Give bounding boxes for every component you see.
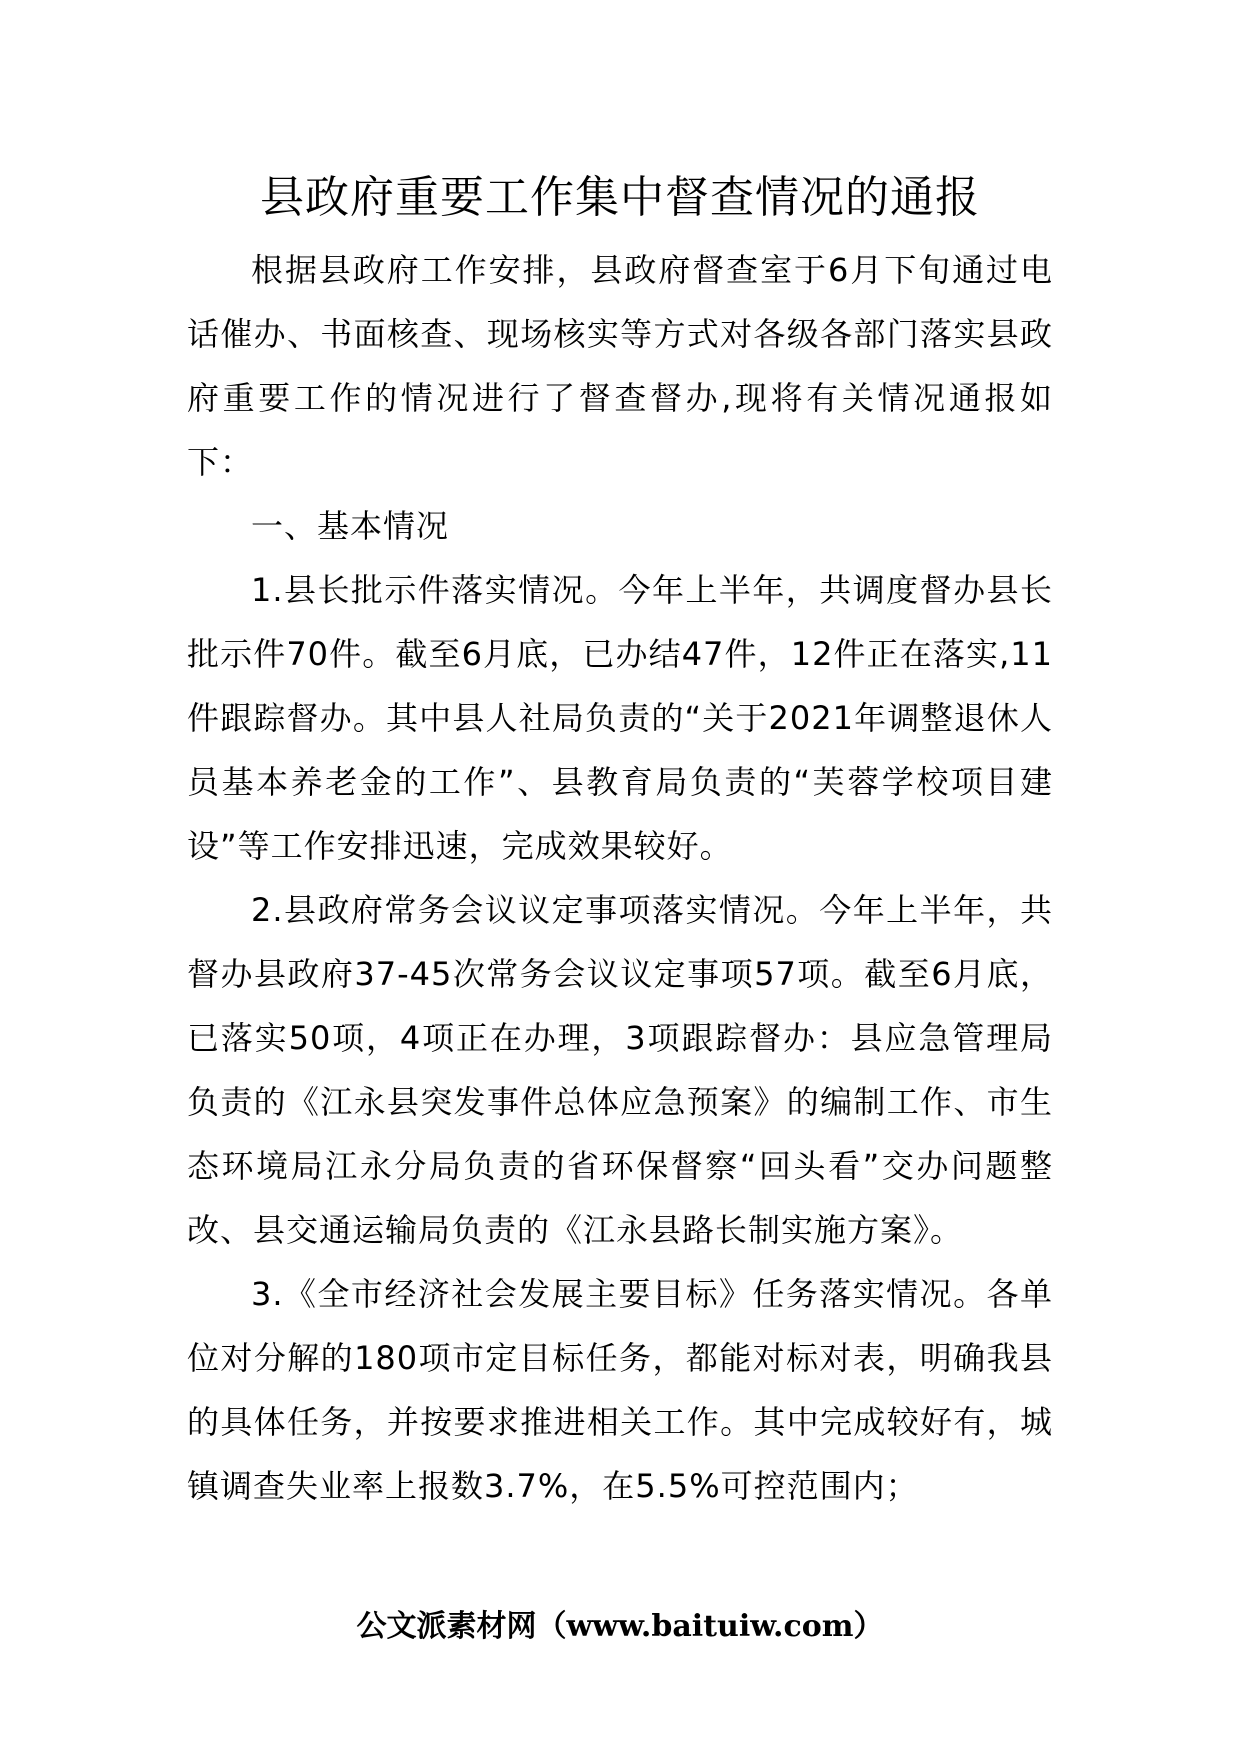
document-title: 县政府重要工作集中督查情况的通报 [260, 172, 980, 223]
paragraph-item-2: 2.县政府常务会议议定事项落实情况。今年上半年，共督办县政府37-45次常务会议议定事项57项。截至6月底，已落实50项，4项正在办理，3项跟踪督办：县应急管理局负责的《江永县突发事件总体应急预案》的编制工作、市生态环境局江永分局负责的省环保督察“回头看”交办问题整改、县交通运输局负责的《江永县路长制实施方案》。 [187, 891, 1053, 1249]
section-heading-basic-situation: 一、基本情况 [251, 507, 450, 545]
paragraph-item-1: 1.县长批示件落实情况。今年上半年，共调度督办县长批示件70件。截至6月底，已办结47件，12件正在落实,11件跟踪督办。其中县人社局负责的“关于2021年调整退休人员基本养老金的工作”、县教育局负责的“芙蓉学校项目建设”等工作安排迅速，完成效果较好。 [187, 571, 1053, 865]
paragraph-item-3: 3.《全市经济社会发展主要目标》任务落实情况。各单位对分解的180项市定目标任务，都能对标对表，明确我县的具体任务，并按要求推进相关工作。其中完成较好有，城镇调查失业率上报数3.7%，在5.5%可控范围内； [187, 1275, 1053, 1505]
document-body [187, 238, 1053, 1518]
watermark-footer: 公文派素材网（www.baituiw.com） [356, 1609, 884, 1644]
paragraph-intro: 根据县政府工作安排，县政府督查室于6月下旬通过电话催办、书面核查、现场核实等方式对各级各部门落实县政府重要工作的情况进行了督查督办,现将有关情况通报如下： [187, 251, 1053, 481]
